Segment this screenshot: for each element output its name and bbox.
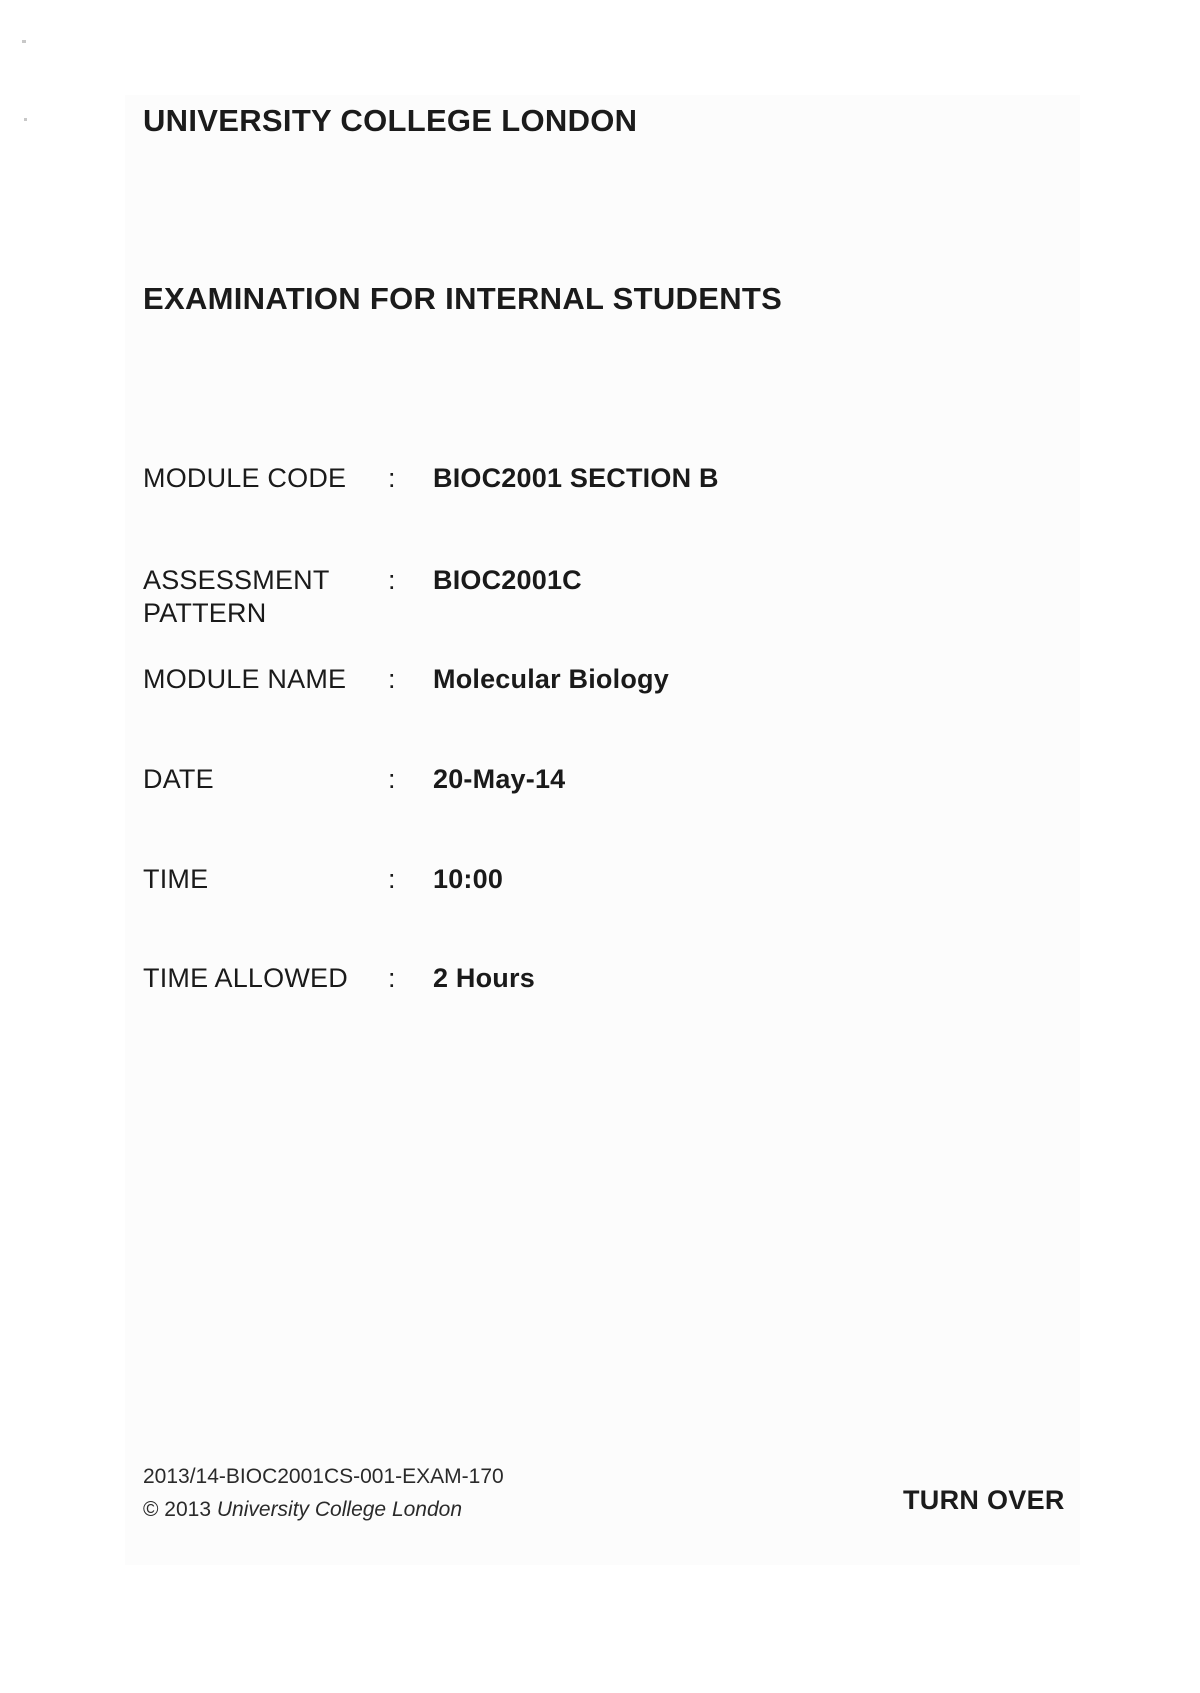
exam-type-title: EXAMINATION FOR INTERNAL STUDENTS	[143, 281, 783, 316]
copyright-line	[143, 1493, 504, 1526]
exam-reference-code: 2013/14-BIOC2001CS-001-EXAM-170	[143, 1465, 504, 1488]
separator-colon: :	[388, 565, 396, 595]
module-name-label: MODULE NAME	[143, 664, 347, 694]
time-value: 10:00	[433, 864, 504, 894]
separator-colon: :	[388, 963, 396, 993]
date-value: 20-May-14	[433, 764, 566, 794]
scan-artifact	[24, 118, 27, 121]
copyright-prefix: © 2013	[143, 1498, 212, 1521]
copyright-holder: University College London	[216, 1498, 463, 1521]
scan-artifact	[22, 40, 26, 43]
turn-over-label: TURN OVER	[903, 1485, 1065, 1515]
institution-title: UNIVERSITY COLLEGE LONDON	[143, 103, 638, 138]
footer-reference-block	[143, 1460, 504, 1526]
time-allowed-value: 2 Hours	[433, 963, 535, 993]
module-name-value: Molecular Biology	[433, 664, 669, 694]
assessment-pattern-label: ASSESSMENT PATTERN	[143, 565, 330, 628]
time-label: TIME	[143, 864, 209, 894]
separator-colon: :	[388, 864, 396, 894]
time-allowed-label: TIME ALLOWED	[143, 963, 348, 993]
separator-colon: :	[388, 463, 396, 493]
module-code-value: BIOC2001 SECTION B	[433, 463, 719, 493]
module-code-label: MODULE CODE	[143, 463, 347, 493]
assessment-pattern-value: BIOC2001C	[433, 565, 582, 595]
separator-colon: :	[388, 764, 396, 794]
separator-colon: :	[388, 664, 396, 694]
date-label: DATE	[143, 764, 214, 794]
